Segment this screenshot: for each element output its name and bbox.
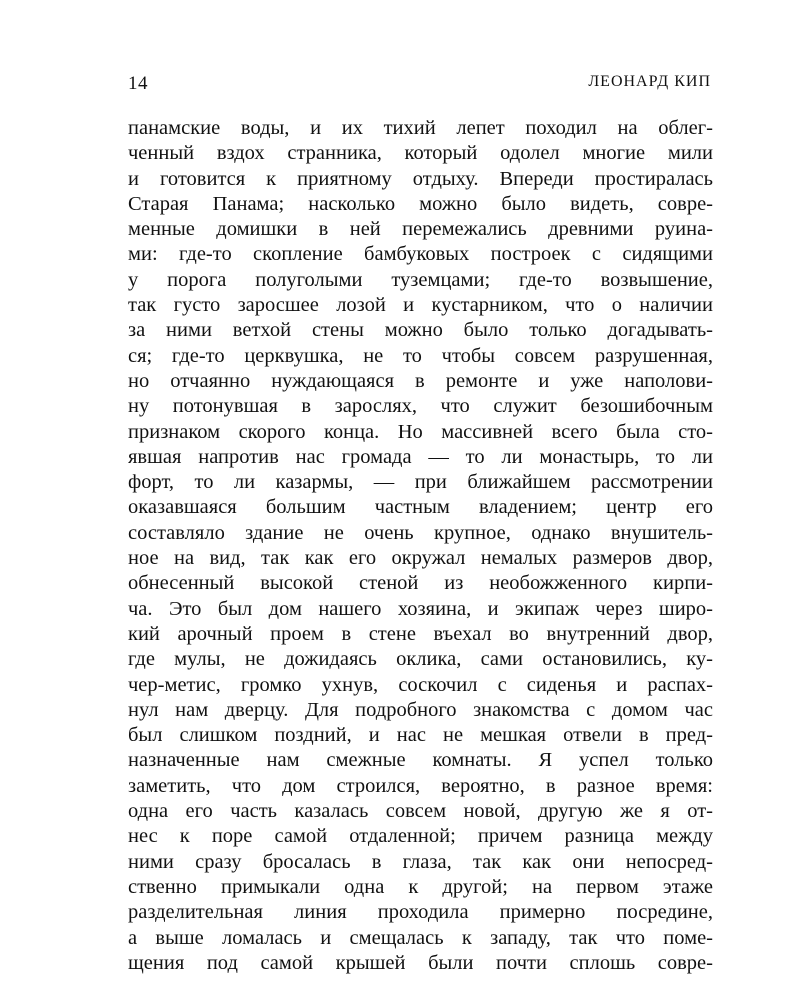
text-line: форт, то ли казармы, — при ближайшем рассмотрении xyxy=(128,471,713,494)
text-line: где мулы, не дожидаясь оклика, сами остановились, ку- xyxy=(128,648,713,671)
text-line: за ними ветхой стены можно было только догадывать- xyxy=(128,319,713,342)
text-line: явшая напротив нас громада — то ли монастырь, то ли xyxy=(128,445,713,468)
body-text xyxy=(128,116,713,976)
running-title: ЛЕОНАРД КИП xyxy=(588,73,711,90)
text-line: заметить, что дом строился, вероятно, в разное время: xyxy=(128,774,713,797)
text-line: так густо заросшее лозой и кустарником, что о наличии xyxy=(128,294,713,317)
text-line: составляло здание не очень крупное, однако внушитель- xyxy=(128,521,713,544)
text-line: щения под самой крышей были почти сплошь совре- xyxy=(128,951,713,974)
text-line: был слишком поздний, и нас не мешкая отвели в пред- xyxy=(128,724,713,747)
text-line: ное на вид, так как его окружал немалых размеров двор, xyxy=(128,547,713,570)
text-line: ченный вздох странника, который одолел многие мили xyxy=(128,142,713,165)
text-line: чер-метис, громко ухнув, соскочил с сиденья и распах- xyxy=(128,673,713,696)
text-line: менные домишки в ней перемежались древними руина- xyxy=(128,218,713,241)
text-line: признаком скорого конца. Но массивней всего была сто- xyxy=(128,420,713,443)
text-line: назначенные нам смежные комнаты. Я успел только xyxy=(128,749,713,772)
page-number: 14 xyxy=(128,73,148,94)
text-line: панамские воды, и их тихий лепет походил на облег- xyxy=(128,117,713,139)
text-line: ся; где-то церквушка, не то чтобы совсем разрушенная, xyxy=(128,344,713,367)
text-line: нул нам дверцу. Для подробного знакомства с домом час xyxy=(128,698,713,721)
text-line: ми: где-то скопление бамбуковых построек с сидящими xyxy=(128,243,713,266)
text-line: одна его часть казалась совсем новой, другую же я от- xyxy=(128,800,713,823)
text-line: ственно примыкали одна к другой; на первом этаже xyxy=(128,875,713,898)
text-line: нес к поре самой отдаленной; причем разница между xyxy=(128,825,713,848)
text-line: оказавшаяся большим частным владением; центр его xyxy=(128,496,713,519)
text-line: кий арочный проем в стене въехал во внутренний двор, xyxy=(128,622,713,645)
text-line: Старая Панама; насколько можно было видеть, совре- xyxy=(128,192,713,215)
text-line: у порога полуголыми туземцами; где-то возвышение, xyxy=(128,268,713,291)
text-line: и готовится к приятному отдыху. Впереди простиралась xyxy=(128,167,713,190)
text-line: а выше ломалась и смещалась к западу, так что поме- xyxy=(128,926,713,949)
text-line: обнесенный высокой стеной из необожженного кирпи- xyxy=(128,572,713,595)
text-line: но отчаянно нуждающаяся в ремонте и уже наполови- xyxy=(128,369,713,392)
text-line: разделительная линия проходила примерно посредине, xyxy=(128,901,713,924)
text-line: ну потонувшая в зарослях, что служит безошибочным xyxy=(128,395,713,418)
text-line: ча. Это был дом нашего хозяина, и экипаж через широ- xyxy=(128,597,713,620)
text-line: ними сразу бросалась в глаза, так как они непосред- xyxy=(128,850,713,873)
